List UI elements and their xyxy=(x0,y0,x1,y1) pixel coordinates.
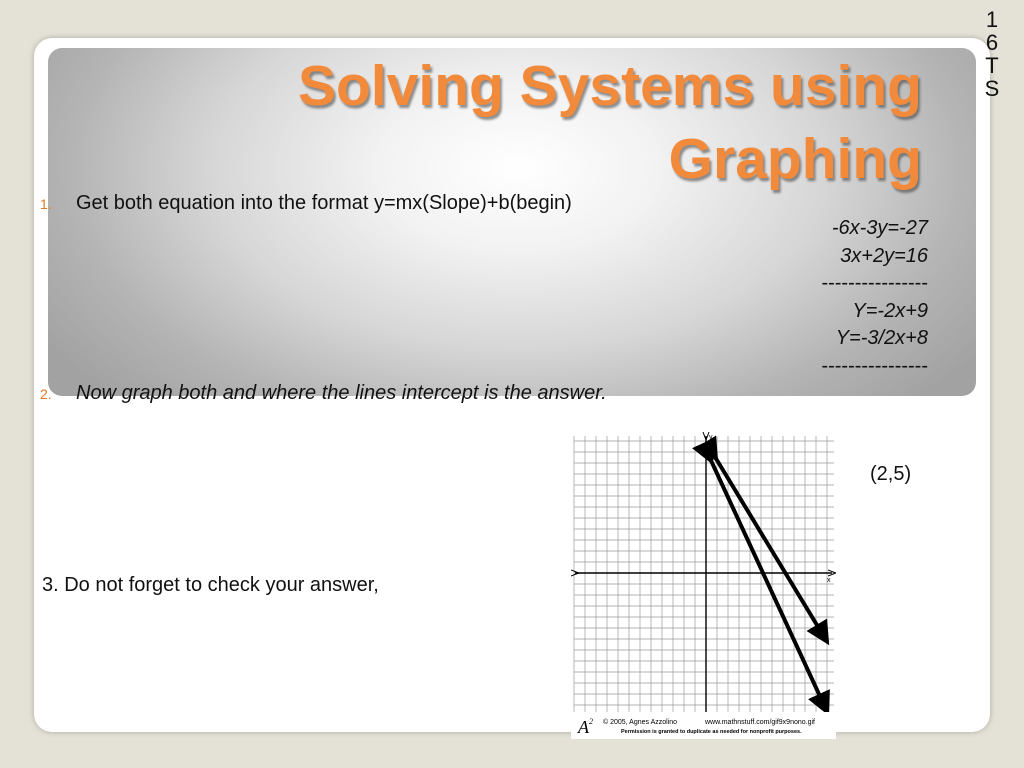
slide-title xyxy=(60,50,922,196)
x-axis-label: x xyxy=(827,577,831,584)
equation-line: Y=-2x+9 xyxy=(852,299,928,322)
step-2-text: Now graph both and where the lines intercept is the answer. xyxy=(76,382,607,404)
grid-lines xyxy=(574,436,834,716)
separator-line: ---------------- xyxy=(821,354,928,377)
step-3 xyxy=(42,572,379,599)
y-axis-label: y xyxy=(709,434,713,441)
slide-number-char: 6 xyxy=(985,30,999,55)
graph-copyright: © 2005, Agnes Azzolino xyxy=(603,719,678,726)
answer-point: (2,5) xyxy=(870,463,912,485)
slide-number-char: T xyxy=(985,53,999,78)
line-y-equals-neg2x-plus-9 xyxy=(708,454,824,705)
step-1-text: Get both equation into the format y=mx(Slope)+b(begin) xyxy=(76,192,572,214)
graph-image xyxy=(571,430,836,739)
step-1 xyxy=(40,190,572,218)
step-1-number: 1. xyxy=(40,196,52,212)
title-line-1: Solving Systems using xyxy=(298,54,922,118)
step-3-text: 3. Do not forget to check your answer, xyxy=(42,574,379,596)
slide-number-char: 1 xyxy=(985,7,999,32)
separator-line: ---------------- xyxy=(821,272,928,294)
slide-number xyxy=(978,8,1006,100)
logo-icon: $A^2$ xyxy=(578,717,593,737)
equation-line: -6x-3y=-27 xyxy=(831,217,928,239)
equation-line: Y=-3/2x+8 xyxy=(835,327,928,349)
step-2 xyxy=(40,380,640,408)
step-2-number: 2. xyxy=(40,386,52,402)
graph-website: www.mathnstuff.com/gif9x9nono.gif xyxy=(705,719,815,726)
title-line-2: Graphing xyxy=(668,127,922,191)
equation-line: 3x+2y=16 xyxy=(840,244,928,267)
line-y-equals-neg3-2x-plus-8 xyxy=(712,452,823,635)
equation-block xyxy=(700,215,928,380)
slide-number-char: S xyxy=(984,76,1000,101)
graph-permission: Permission is granted to duplicate as needed for nonprofit purposes. xyxy=(621,729,802,735)
coordinate-grid xyxy=(571,430,836,739)
